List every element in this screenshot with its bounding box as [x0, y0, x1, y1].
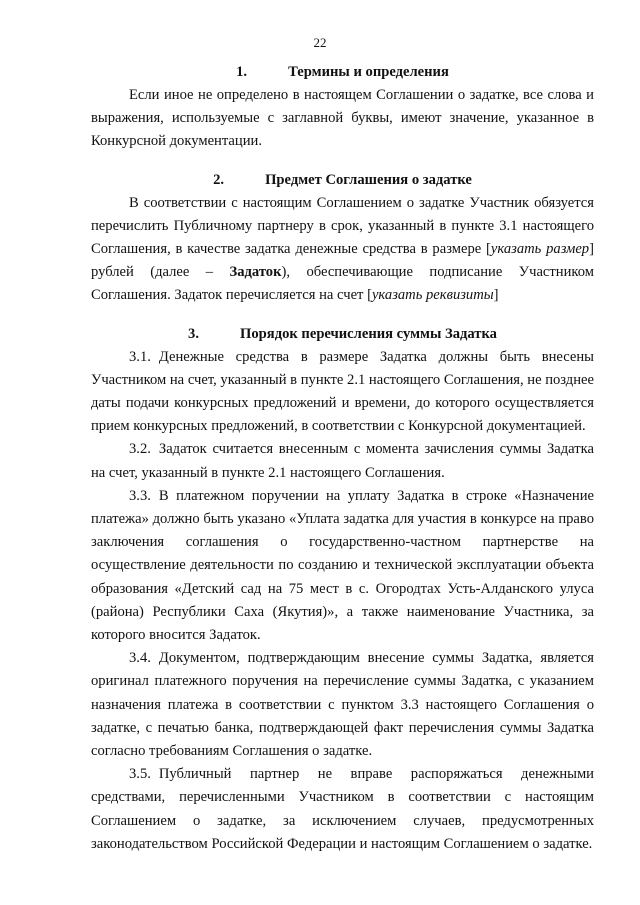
clause-number: 3.4. [129, 650, 151, 667]
section-title: Предмет Соглашения о задатке [265, 171, 472, 188]
section-number: 3. [188, 325, 199, 342]
clause-3-5 [91, 763, 594, 856]
placeholder-amount: указать размер [490, 241, 590, 258]
clause-text: Публичный партнер не вправе распоряжаться денежными средствами, перечисленными Участником в соответствии с настоящим Соглашением о задатке, за исключением случаев, предусмотренных законодательством Российской Федерации и настоящим Соглашением о задатке. [91, 766, 594, 852]
section-paragraph-terms: Если иное не определено в настоящем Соглашении о задатке, все слова и выражения, используемые с заглавной буквы, имеют значение, указанное в Конкурсной документации. [91, 87, 594, 150]
bracket: ] [493, 287, 499, 304]
clause-text: Документом, подтверждающим внесение суммы Задатка, является оригинал платежного поручения на перечисление суммы Задатка, с указанием назначения платежа в соответствии с пунктом 3.3 настоящего Соглашения о задатке, с печатью банка, подтверждающей факт перечисления суммы Задатка согласно требованиям Соглашения о задатке. [91, 650, 594, 760]
clause-number: 3.5. [129, 766, 151, 783]
bracket: [ [367, 287, 372, 304]
section-heading-procedure [91, 322, 594, 346]
bracket: [ [486, 241, 491, 258]
clause-number: 3.3. [129, 487, 151, 504]
page-number: 22 [313, 35, 327, 50]
section-title: Термины и определения [288, 64, 449, 80]
text-run: ] рублей (далее – [91, 241, 594, 281]
section-number: 1. [236, 64, 248, 80]
clause-3-2 [91, 438, 594, 484]
placeholder-requisites: указать реквизиты [371, 287, 494, 304]
clause-text: Задаток считается внесенным с момента зачисления суммы Задатка на счет, указанный в пункте 2.1 настоящего Соглашения. [91, 441, 594, 481]
clause-3-3 [91, 485, 594, 647]
text-run: В соответствии с настоящим Соглашением о задатке Участник обязуется перечислить Публичному партнеру в срок, указанный в пункте 3.1 настоящего Соглашения, в качестве задатка денежные средства в размере [91, 194, 594, 258]
section-heading-subject [91, 168, 594, 192]
clause-number: 3.2. [129, 441, 151, 458]
section-heading-terms [91, 60, 594, 84]
section-title: Порядок перечисления суммы Задатка [240, 325, 497, 342]
section-number: 2. [213, 171, 225, 188]
text-run: ), обеспечивающие подписание Участником Соглашения. Задаток перечисляется на счет [91, 264, 594, 304]
clause-text: В платежном поручении на уплату Задатка в строке «Назначение платежа» должно быть указано «Уплата задатка для участия в конкурсе на право заключения соглашения о государственно-частном партнерстве на осуществление деятельности по созданию и технической эксплуатации объекта образования «Детский сад на 75 мест в с. Огородтах Усть-Алданского улуса (района) Республики Саха (Якутия)», а также наименование Участника, за которого вносится Задаток. [91, 487, 594, 644]
clause-number: 3.1. [129, 348, 151, 365]
clause-3-1 [91, 346, 594, 439]
document-body [91, 60, 594, 856]
section-paragraph-subject [91, 192, 594, 308]
defined-term: Задаток [229, 264, 282, 281]
clause-3-4 [91, 647, 594, 763]
clause-text: Денежные средства в размере Задатка должны быть внесены Участником на счет, указанный в пункте 2.1 настоящего Соглашения, не позднее даты подачи конкурсных предложений и времени, до которого осуществляется прием конкурсных предложений, в соответствии с Конкурсной документацией. [91, 348, 594, 435]
